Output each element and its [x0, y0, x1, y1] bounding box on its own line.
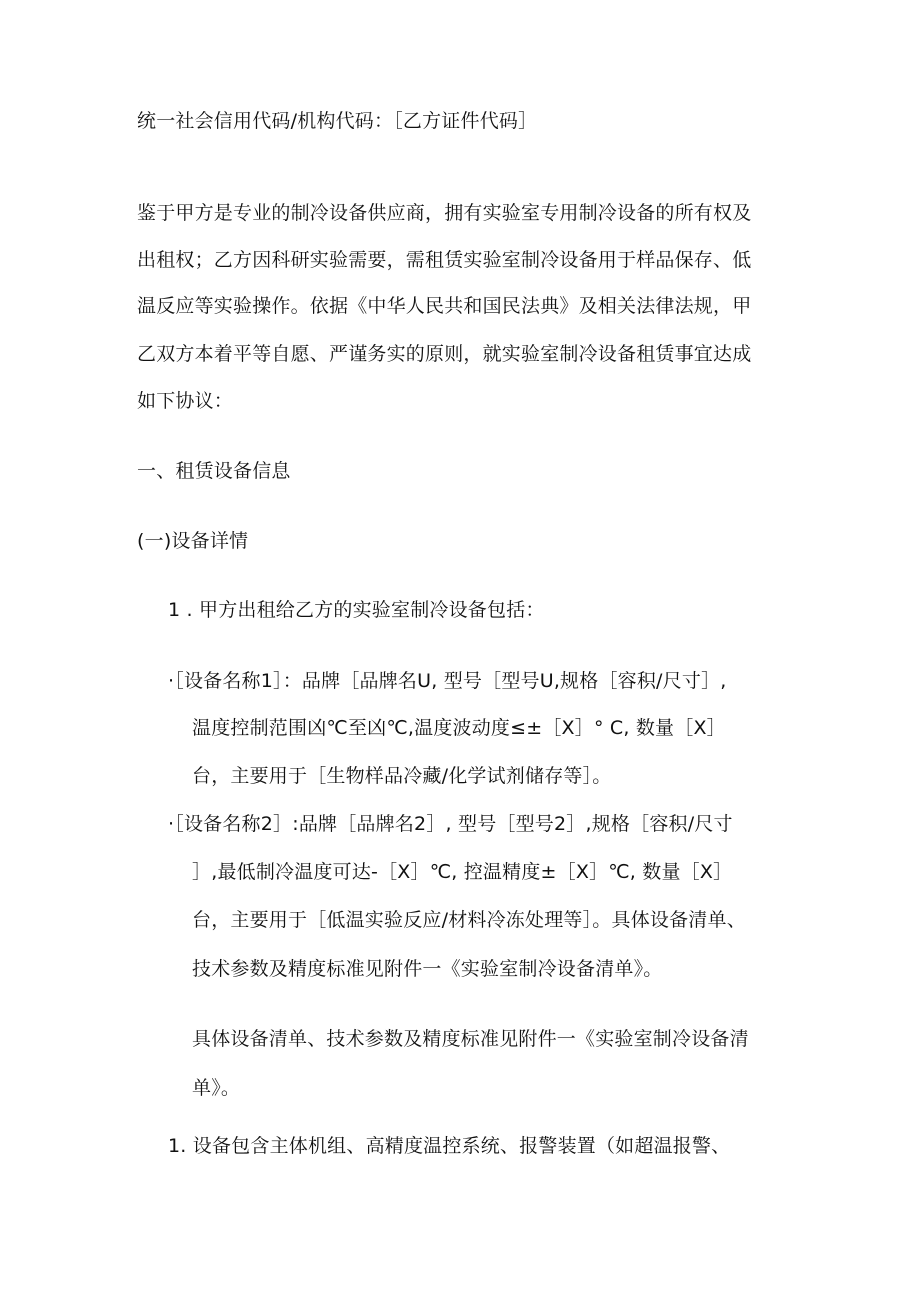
- section-heading: 一、租赁设备信息: [137, 460, 291, 482]
- item-2-intro: 1. 设备包含主体机组、高精度温控系统、报警装置（如超温报警、: [168, 1135, 731, 1157]
- subsection-heading: (一)设备详情: [137, 530, 249, 552]
- org-code-line: 统一社会信用代码/机构代码：［乙方证件代码］: [137, 110, 538, 132]
- bullet-1-line-2: 温度控制范围凶℃至凶℃,温度波动度≤±［X］° C, 数量［X］: [192, 717, 726, 739]
- preamble-line-2: 出租权；乙方因科研实验需要，需租赁实验室制冷设备用于样品保存、低: [137, 249, 752, 271]
- repeat-note-line-2: 单》。: [192, 1077, 241, 1099]
- bullet-1-line-3: 台，主要用于［生物样品冷藏/化学试剂储存等］。: [192, 765, 612, 787]
- preamble-line-4: 乙双方本着平等自愿、严谨务实的原则，就实验室制冷设备租赁事宜达成: [137, 343, 752, 365]
- item-1-intro: 1 . 甲方出租给乙方的实验室制冷设备包括：: [168, 599, 545, 621]
- preamble-line-5: 如下协议：: [137, 390, 234, 412]
- bullet-1-line-1: ·［设备名称1］：品牌［品牌名U, 型号［型号U,规格［容积/尺寸］,: [168, 670, 727, 692]
- bullet-2-line-4: 技术参数及精度标准见附件一《实验室制冷设备清单》。: [192, 958, 663, 980]
- preamble-line-1: 鉴于甲方是专业的制冷设备供应商，拥有实验室专用制冷设备的所有权及: [137, 202, 752, 224]
- preamble-line-3: 温反应等实验操作。依据《中华人民共和国民法典》及相关法律法规，甲: [137, 295, 752, 317]
- bullet-2-line-3: 台，主要用于［低温实验反应/材料冷冻处理等］。具体设备清单、: [192, 909, 746, 931]
- bullet-2-line-2: ］,最低制冷温度可达-［X］℃, 控温精度±［X］℃, 数量［X］: [192, 861, 733, 883]
- bullet-2-line-1: ·［设备名称2］:品牌［品牌名2］, 型号［型号2］,规格［容积/尺寸: [168, 813, 733, 835]
- repeat-note-line-1: 具体设备清单、技术参数及精度标准见附件一《实验室制冷设备清: [192, 1028, 749, 1050]
